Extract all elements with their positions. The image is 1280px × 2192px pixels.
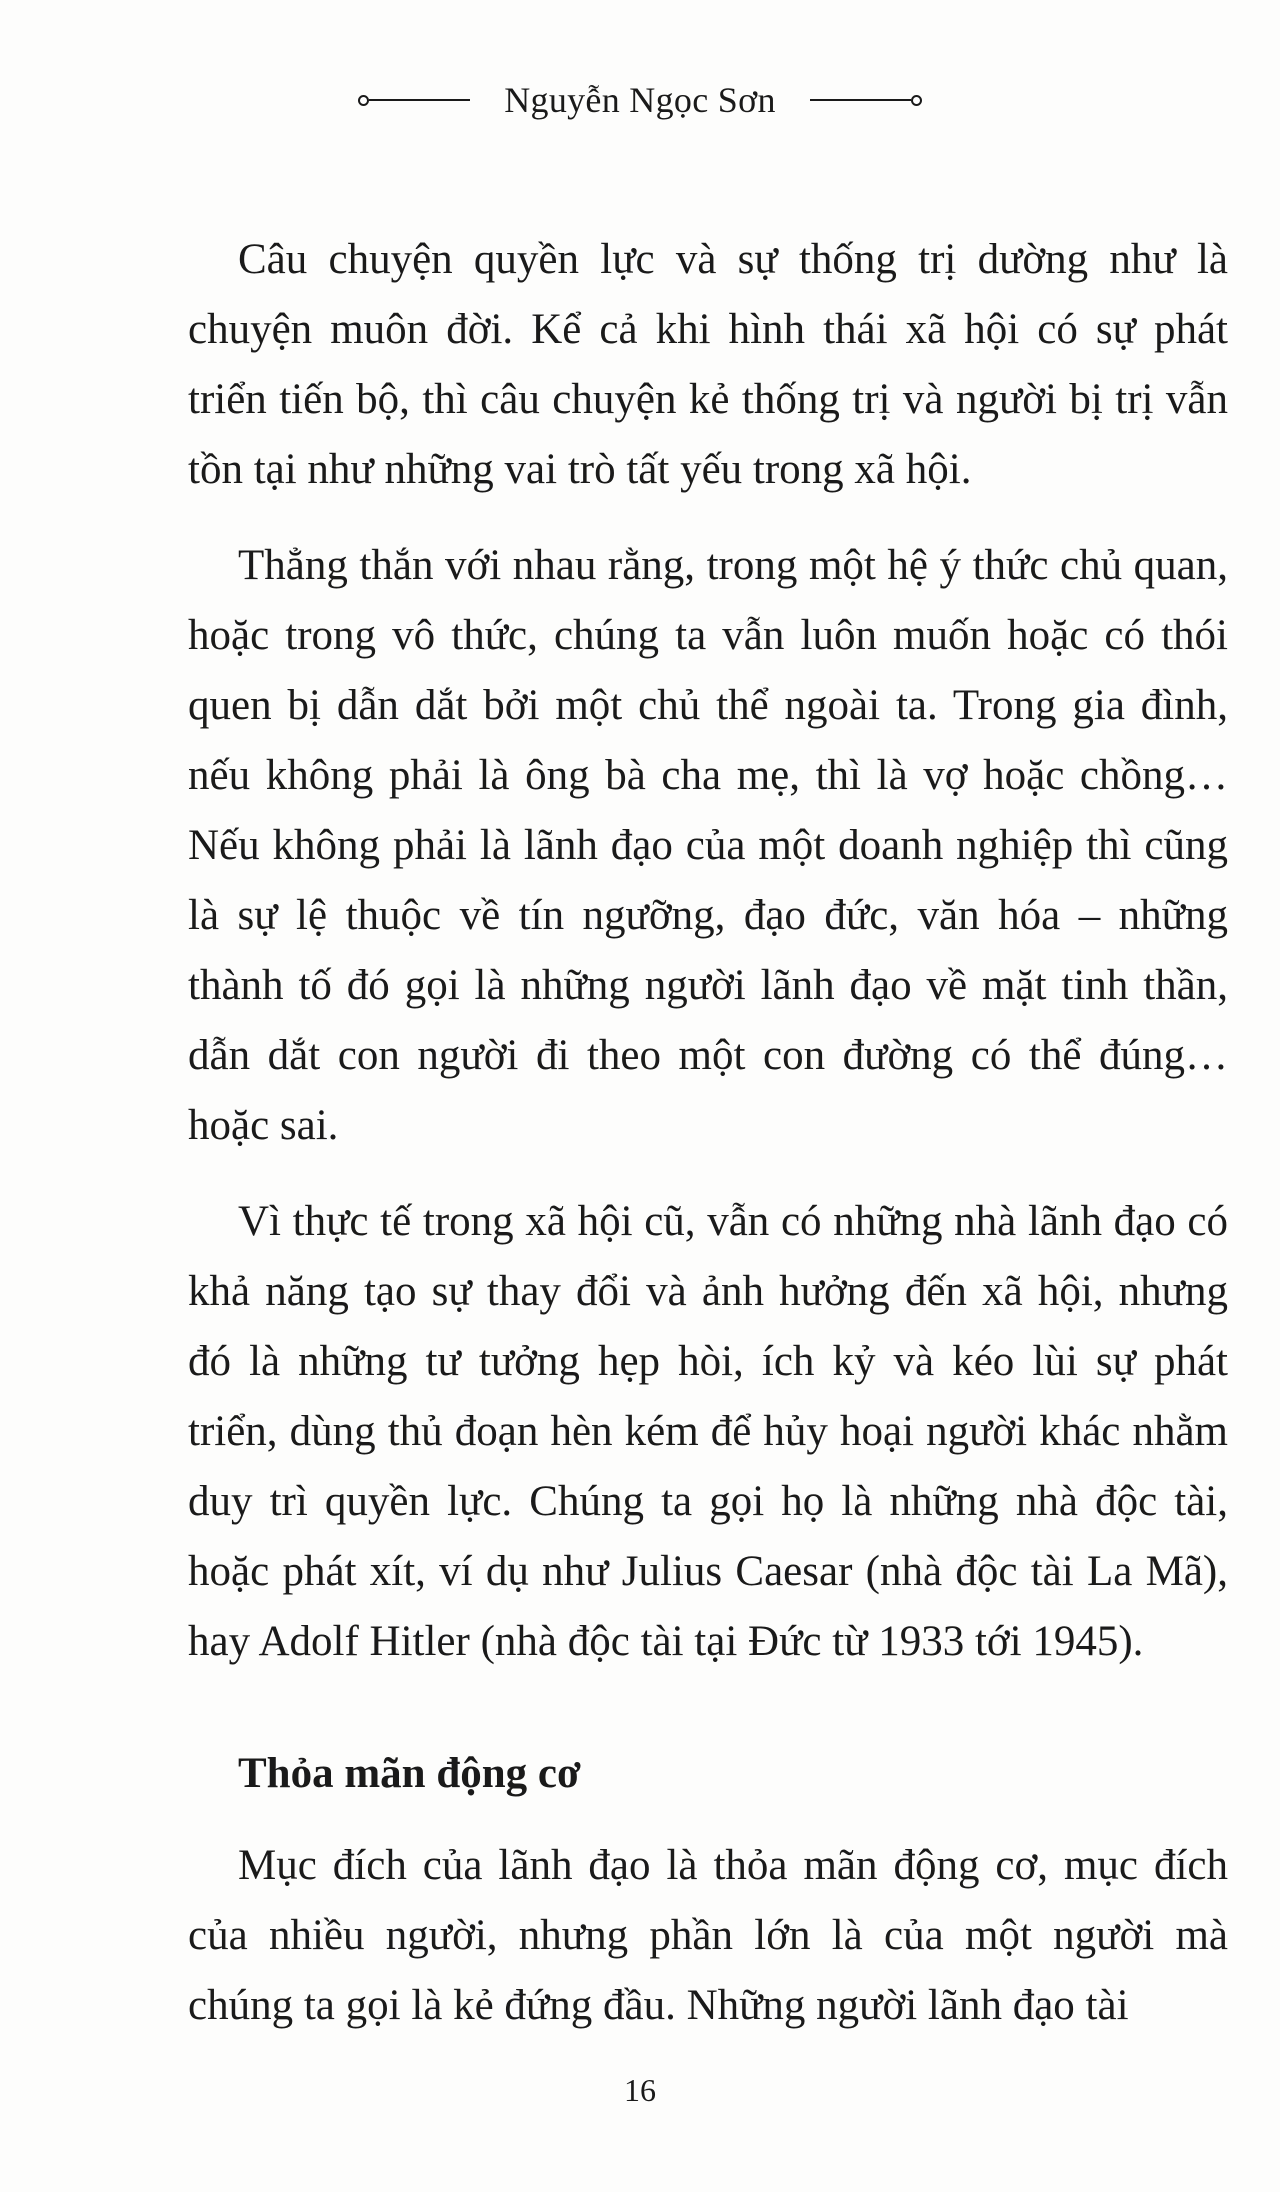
body-text — [188, 225, 1228, 2067]
left-ornament-rule — [358, 95, 470, 106]
section-paragraph: Mục đích của lãnh đạo là thỏa mãn động cơ, mục đích của nhiều người, nhưng phần lớn là của một người mà chúng ta gọi là kẻ đứng đầu. Những người lãnh đạo tài — [188, 1842, 1228, 2029]
author-name: Nguyễn Ngọc Sơn — [504, 80, 776, 120]
paragraph-3: Vì thực tế trong xã hội cũ, vẫn có những nhà lãnh đạo có khả năng tạo sự thay đổi và ảnh hưởng đến xã hội, nhưng đó là những tư tưởng hẹp hòi, ích kỷ và kéo lùi sự phát triển, dùng thủ đoạn hèn kém để hủy hoại người khác nhằm duy trì quyền lực. Chúng ta gọi họ là những nhà độc tài, hoặc phát xít, ví dụ như Julius Caesar (nhà độc tài La Mã), hay Adolf Hitler (nhà độc tài tại Đức từ 1933 tới 1945). — [188, 1198, 1228, 1665]
ornament-dot-icon — [911, 95, 922, 106]
ornament-dot-icon — [358, 95, 369, 106]
running-header — [0, 70, 1280, 130]
paragraph-1: Câu chuyện quyền lực và sự thống trị dường như là chuyện muôn đời. Kể cả khi hình thái xã hội có sự phát triển tiến bộ, thì câu chuyện kẻ thống trị và người bị trị vẫn tồn tại như những vai trò tất yếu trong xã hội. — [188, 236, 1228, 493]
section-heading: Thỏa mãn động cơ — [238, 1750, 581, 1797]
right-ornament-rule — [810, 95, 922, 106]
paragraph-2: Thẳng thắn với nhau rằng, trong một hệ ý thức chủ quan, hoặc trong vô thức, chúng ta vẫn luôn muốn hoặc có thói quen bị dẫn dắt bởi một chủ thể ngoài ta. Trong gia đình, nếu không phải là ông bà cha mẹ, thì là vợ hoặc chồng… Nếu không phải là lãnh đạo của một doanh nghiệp thì cũng là sự lệ thuộc về tín ngưỡng, đạo đức, văn hóa – những thành tố đó gọi là những người lãnh đạo về mặt tinh thần, dẫn dắt con người đi theo một con đường có thể đúng… hoặc sai. — [188, 542, 1228, 1149]
page-number: 16 — [624, 2072, 656, 2108]
